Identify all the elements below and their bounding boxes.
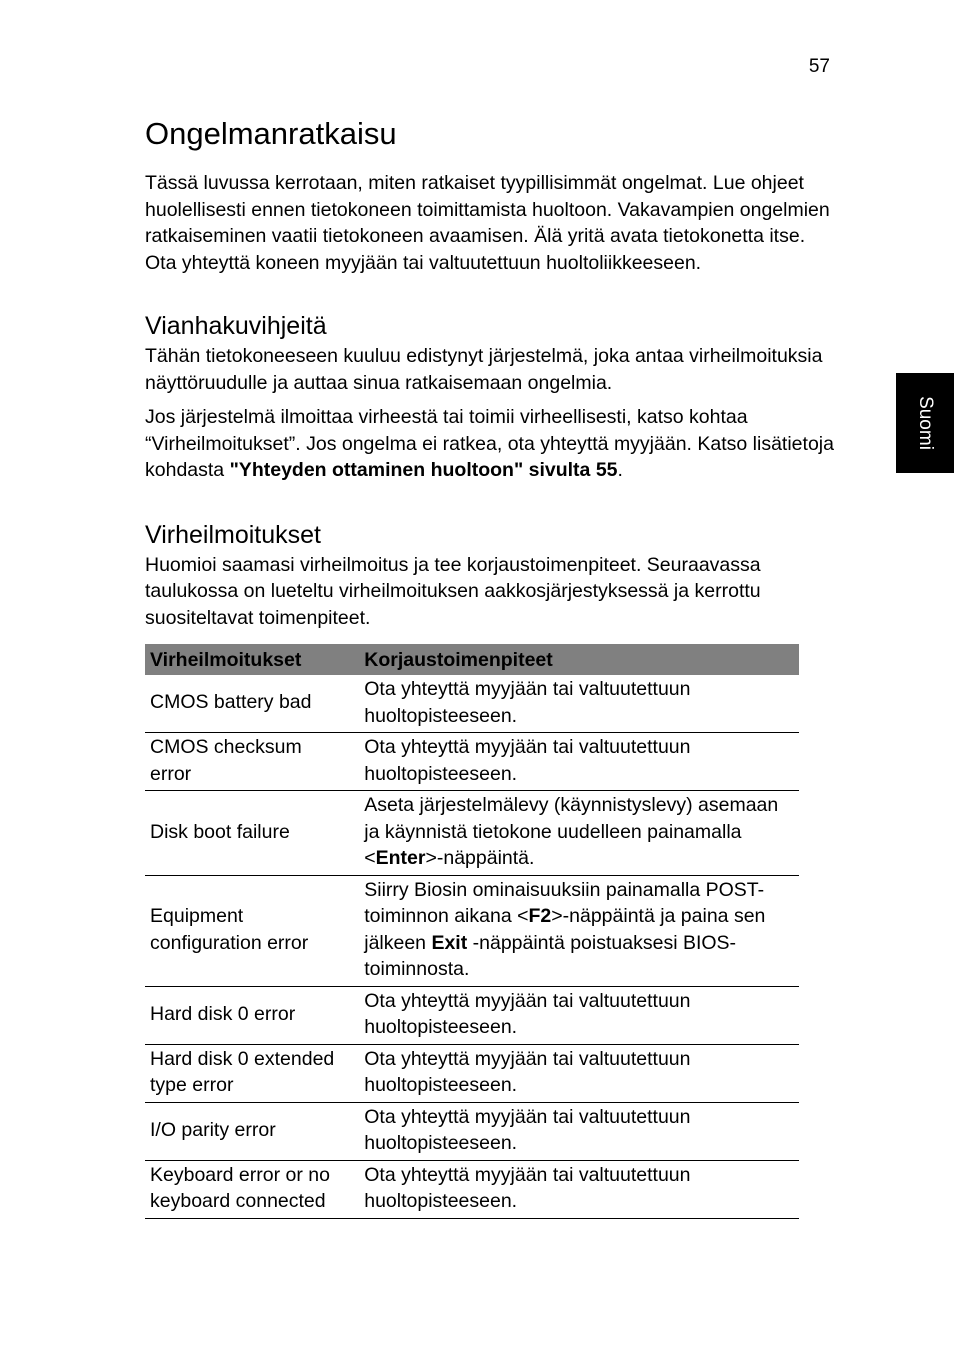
vianhaku-paragraph-2 <box>145 404 835 484</box>
language-tab-label: Suomi <box>915 396 936 450</box>
error-line-1: Equipment <box>150 905 244 927</box>
intro-paragraph: Tässä luvussa kerrotaan, miten ratkaiset tyypillisimmät ongelmat. Lue ohjeet huolellisesti ennen tietokoneen toimittamista huoltoon. Vakavampien ongelmien ratkaiseminen vaatii tietokoneen avaamisen. Älä yritä avata tietokonetta itse. Ota yhteyttä koneen myyjään tai valtuutettuun huoltoliikkeeseen. <box>145 172 830 274</box>
action-cell: Ota yhteyttä myyjään tai valtuutettuun huoltopisteeseen. <box>359 1102 799 1160</box>
table-row <box>145 791 799 876</box>
section-heading-vianhaku: Vianhakuvihjeitä <box>145 312 327 340</box>
action-text-b: >-näppäintä ja paina sen jälkeen <box>364 905 766 954</box>
error-cell: Disk boot failure <box>145 791 359 876</box>
error-messages-table <box>145 644 799 1219</box>
action-cell <box>359 875 799 986</box>
action-text-a: Siirry Biosin ominaisuuksiin painamalla POST-toiminnon aikana < <box>364 878 765 927</box>
error-cell: Hard disk 0 error <box>145 986 359 1044</box>
error-line-2: configuration error <box>150 931 309 954</box>
table-header-row <box>145 644 799 675</box>
action-text-c: -näppäintä poistuaksesi BIOS-toiminnosta. <box>364 931 737 980</box>
vianhaku-p2-text: Jos järjestelmä ilmoittaa virheestä tai toimii virheellisesti, katso kohtaa “Virheilmoitukset”. Jos ongelma ei ratkea, ota yhteyttä myyjään. Katso lisätietoja kohdasta <box>145 406 834 481</box>
table-row <box>145 1044 799 1102</box>
action-text-b: >-näppäintä. <box>425 847 535 869</box>
error-line-2: error <box>150 762 192 785</box>
column-header-error: Virheilmoitukset <box>145 644 359 675</box>
language-tab <box>896 373 954 473</box>
error-line-1: CMOS checksum <box>150 736 302 758</box>
error-cell <box>145 1160 359 1218</box>
error-cell: CMOS battery bad <box>145 675 359 733</box>
table-row <box>145 1102 799 1160</box>
page-content <box>145 112 835 1219</box>
action-cell: Ota yhteyttä myyjään tai valtuutettuun huoltopisteeseen. <box>359 733 799 791</box>
table-row <box>145 986 799 1044</box>
table-row <box>145 875 799 986</box>
error-line-1: Keyboard error or no <box>150 1163 330 1186</box>
section-heading-virheilmoitukset: Virheilmoitukset <box>145 520 322 549</box>
error-cell <box>145 733 359 791</box>
error-cell: I/O parity error <box>145 1102 359 1160</box>
table-row <box>145 1160 799 1218</box>
table-row <box>145 733 799 791</box>
action-cell: Ota yhteyttä myyjään tai valtuutettuun huoltopisteeseen. <box>359 986 799 1044</box>
error-cell <box>145 1044 359 1102</box>
error-line-2: type error <box>150 1074 234 1096</box>
vianhaku-paragraph-1: Tähän tietokoneeseen kuuluu edistynyt järjestelmä, joka antaa virheilmoituksia näyttöruudulle ja auttaa sinua ratkaisemaan ongelmia. <box>145 345 823 394</box>
vianhaku-p2-end: . <box>617 459 623 481</box>
page-number: 57 <box>808 56 830 77</box>
error-cell <box>145 875 359 986</box>
key-name: Exit <box>431 931 468 954</box>
key-name: Enter <box>375 847 426 869</box>
action-cell: Ota yhteyttä myyjään tai valtuutettuun huoltopisteeseen. <box>359 675 799 733</box>
action-cell <box>359 791 799 876</box>
key-name: F2 <box>528 905 552 927</box>
virheilmoitukset-paragraph: Huomioi saamasi virheilmoitus ja tee korjaustoimenpiteet. Seuraavassa taulukossa on lueteltu virheilmoituksen aakkosjärjestyksessä ja kerrottu suositeltavat toimenpiteet. <box>145 553 761 629</box>
action-text-a: Aseta järjestelmälevy (käynnistyslevy) asemaan ja käynnistä tietokone uudelleen painamalla < <box>364 794 779 869</box>
column-header-action: Korjaustoimenpiteet <box>359 644 799 675</box>
action-cell: Ota yhteyttä myyjään tai valtuutettuun huoltopisteeseen. <box>359 1044 799 1102</box>
error-line-2: keyboard connected <box>150 1190 326 1212</box>
error-line-1: Hard disk 0 extended <box>150 1047 335 1070</box>
table-row <box>145 675 799 733</box>
cross-reference-link[interactable]: "Yhteyden ottaminen huoltoon" sivulta 55 <box>229 459 618 481</box>
action-cell: Ota yhteyttä myyjään tai valtuutettuun huoltopisteeseen. <box>359 1160 799 1218</box>
page-title: Ongelmanratkaisu <box>145 116 397 151</box>
